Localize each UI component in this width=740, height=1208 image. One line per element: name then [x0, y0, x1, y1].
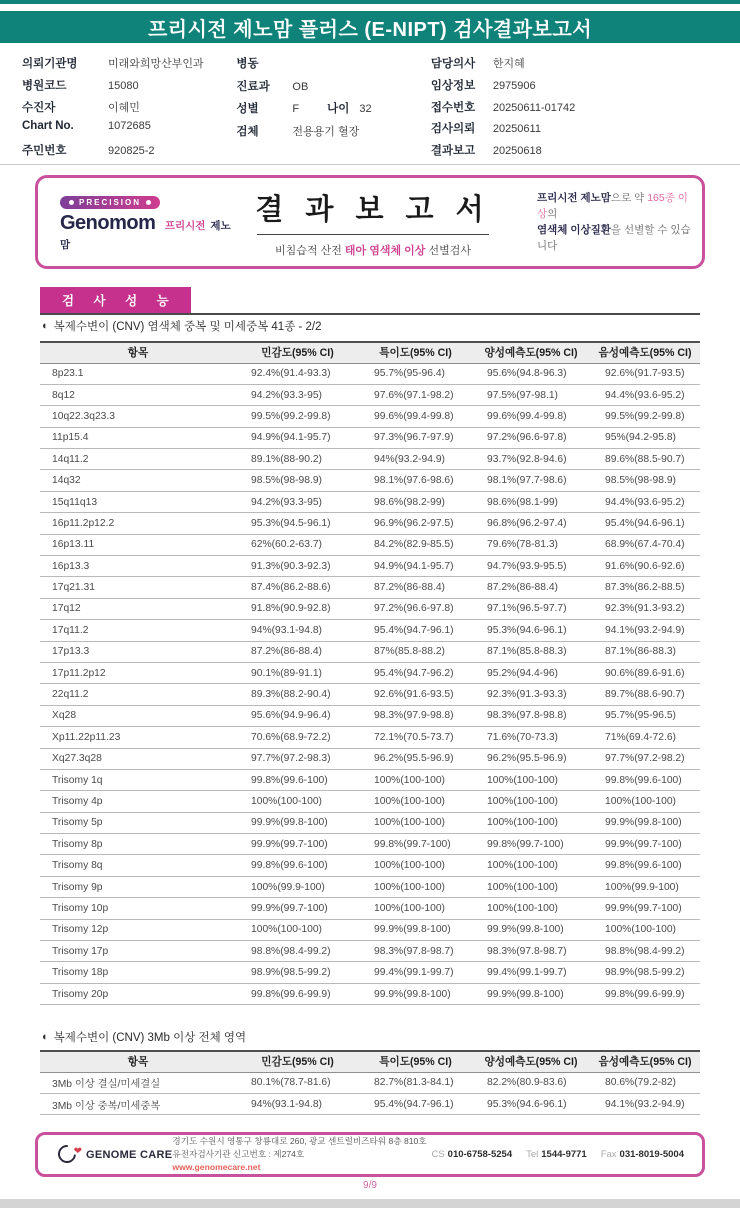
value-cell: 98.3%(97.8-98.7): [472, 941, 590, 962]
item-cell: 17p11.2p12: [40, 662, 236, 683]
value-cell: 99.9%(99.7-100): [236, 898, 359, 919]
footer-contacts: [431, 1149, 702, 1160]
value-cell: 100%(100-100): [359, 876, 472, 897]
value-cell: 98.8%(98.4-99.2): [236, 941, 359, 962]
value-cell: 89.1%(88-90.2): [236, 449, 359, 470]
value-cell: 97.7%(97.2-98.2): [590, 748, 700, 769]
item-cell: 22q11.2: [40, 684, 236, 705]
value-cell: 99.8%(99.6-100): [590, 855, 700, 876]
item-cell: 10q22.3q23.3: [40, 406, 236, 427]
value-cell: 87.1%(86-88.3): [590, 641, 700, 662]
value-cell: 99.9%(99.8-100): [590, 812, 700, 833]
item-cell: 16p13.3: [40, 556, 236, 577]
value-cell: 94%(93.1-94.8): [236, 1093, 359, 1114]
info-label: 수진자: [22, 101, 56, 114]
precision-badge: [60, 196, 160, 209]
value-cell: 98.9%(98.5-99.2): [590, 962, 700, 983]
item-cell: Xq27.3q28: [40, 748, 236, 769]
value-cell: 99.9%(99.8-100): [472, 983, 590, 1004]
page-number: 9/9: [363, 1180, 377, 1191]
value-cell: 91.8%(90.9-92.8): [236, 598, 359, 619]
value-cell: 97.2%(96.6-97.8): [359, 598, 472, 619]
banner-title-block: [233, 187, 513, 258]
value-cell: 94.4%(93.6-95.2): [590, 384, 700, 405]
footer-address-block: [172, 1135, 431, 1174]
value-cell: 95.6%(94.8-96.3): [472, 363, 590, 384]
patient-info-section: [0, 45, 740, 165]
info-value: 이혜민: [108, 101, 140, 114]
table-row: [40, 834, 700, 855]
item-cell: Xp11.22p11.23: [40, 727, 236, 748]
genomom-logo-subtext: 프리시전 제노맘: [60, 219, 231, 251]
info-value: 20250611-01742: [492, 101, 576, 114]
info-row: [236, 55, 430, 78]
value-cell: 91.6%(90.6-92.6): [590, 556, 700, 577]
value-cell: 87.4%(86.2-88.6): [236, 577, 359, 598]
table-row: [40, 363, 700, 384]
value-cell: 100%(100-100): [236, 919, 359, 940]
table-row: [40, 449, 700, 470]
table-row: [40, 769, 700, 790]
value-cell: 94.9%(94.1-95.7): [236, 427, 359, 448]
value-cell: 72.1%(70.5-73.7): [359, 727, 472, 748]
table-row: [40, 620, 700, 641]
value-cell: 95%(94.2-95.8): [590, 427, 700, 448]
table-row: [40, 855, 700, 876]
table-row: [40, 1093, 700, 1114]
table-row: [40, 748, 700, 769]
value-cell: 98.5%(98-98.9): [236, 470, 359, 491]
value-cell: 100%(100-100): [359, 791, 472, 812]
value-cell: 99.8%(99.7-100): [359, 834, 472, 855]
result-report-banner: [35, 175, 705, 269]
value-cell: 100%(100-100): [472, 812, 590, 833]
value-cell: 93.7%(92.8-94.6): [472, 449, 590, 470]
info-row: [22, 120, 236, 142]
value-cell: 97.1%(96.5-97.7): [472, 598, 590, 619]
column-header: 특이도(95% CI): [359, 1051, 472, 1072]
item-cell: 17q12: [40, 598, 236, 619]
table-row: [40, 705, 700, 726]
value-cell: 98.1%(97.6-98.6): [359, 470, 472, 491]
column-header: 민감도(95% CI): [236, 342, 359, 363]
item-cell: Trisomy 8q: [40, 855, 236, 876]
value-cell: 71.6%(70-73.3): [472, 727, 590, 748]
value-cell: 92.6%(91.7-93.5): [590, 363, 700, 384]
item-cell: 8p23.1: [40, 363, 236, 384]
value-cell: 100%(100-100): [472, 791, 590, 812]
table-row: [40, 941, 700, 962]
info-label: 접수번호: [430, 101, 476, 114]
item-cell: Trisomy 17p: [40, 941, 236, 962]
website-link[interactable]: www.genomecare.net: [172, 1162, 261, 1172]
value-cell: 99.5%(99.2-99.8): [590, 406, 700, 427]
value-cell: 87.2%(86-88.4): [359, 577, 472, 598]
column-header: 항목: [40, 342, 236, 363]
item-cell: Trisomy 4p: [40, 791, 236, 812]
half-circle-icon: ◐: [42, 320, 49, 332]
genome-care-logo-text: GENOME CARE: [86, 1148, 173, 1161]
value-cell: 87%(85.8-88.2): [359, 641, 472, 662]
item-cell: Trisomy 8p: [40, 834, 236, 855]
value-cell: 87.3%(86.2-88.5): [590, 577, 700, 598]
address-line-2: 유전자검사기관 신고번호 : 제274호: [172, 1149, 305, 1159]
info-value: 20250618: [492, 145, 542, 158]
table-row: [40, 534, 700, 555]
value-cell: 95.3%(94.6-96.1): [472, 1093, 590, 1114]
table-row: [40, 1072, 700, 1093]
banner-subtitle: 비침습적 산전 태아 염색체 이상 선별검사: [275, 244, 471, 257]
value-cell: 99.9%(99.8-100): [472, 919, 590, 940]
value-cell: 97.5%(97-98.1): [472, 384, 590, 405]
value-cell: 90.1%(89-91.1): [236, 662, 359, 683]
value-cell: 99.6%(99.4-99.8): [359, 406, 472, 427]
test-performance-section-header: [40, 287, 700, 315]
badge-dot-icon: [146, 200, 151, 205]
value-cell: 99.9%(99.7-100): [236, 834, 359, 855]
value-cell: 98.3%(97.8-98.7): [359, 941, 472, 962]
value-cell: 100%(100-100): [472, 855, 590, 876]
info-row: [431, 142, 720, 164]
value-cell: 87.2%(86-88.4): [236, 641, 359, 662]
table-row: [40, 598, 700, 619]
info-label: 성별: [236, 103, 259, 115]
value-cell: 96.9%(96.2-97.5): [359, 513, 472, 534]
value-cell: 100%(100-100): [359, 898, 472, 919]
value-cell: 91.3%(90.3-92.3): [236, 556, 359, 577]
table-row: [40, 406, 700, 427]
info-row: [236, 123, 430, 146]
value-cell: 94.4%(93.6-95.2): [590, 491, 700, 512]
value-cell: 98.1%(97.7-98.6): [472, 470, 590, 491]
item-cell: 16p11.2p12.2: [40, 513, 236, 534]
page-title: 프리시전 제노맘 플러스 (E-NIPT) 검사결과보고서: [147, 18, 593, 41]
value-cell: 87.1%(85.8-88.3): [472, 641, 590, 662]
value-cell: 82.2%(80.9-83.6): [472, 1072, 590, 1093]
value-cell: 100%(99.9-100): [590, 876, 700, 897]
genome-care-logo-icon: [58, 1145, 80, 1165]
info-row: [431, 120, 720, 142]
table-row: [40, 662, 700, 683]
info-row: [22, 77, 236, 99]
value-cell: 98.6%(98.2-99): [359, 491, 472, 512]
subsection-cnv-duplication: [42, 318, 322, 334]
value-cell: 97.6%(97.1-98.2): [359, 384, 472, 405]
item-cell: Trisomy 12p: [40, 919, 236, 940]
value-cell: 70.6%(68.9-72.2): [236, 727, 359, 748]
info-label: 검체: [236, 125, 259, 138]
value-cell: 98.8%(98.4-99.2): [590, 941, 700, 962]
info-label: 검사의뢰: [430, 123, 476, 136]
column-header: 특이도(95% CI): [359, 342, 472, 363]
info-label: 담당의사: [430, 58, 476, 70]
value-cell: 100%(100-100): [472, 769, 590, 790]
info-value: 32: [359, 103, 372, 115]
value-cell: 99.9%(99.8-100): [359, 983, 472, 1004]
value-cell: 99.8%(99.6-100): [590, 769, 700, 790]
value-cell: 100%(100-100): [236, 791, 359, 812]
table-row: [40, 384, 700, 405]
table-row: [40, 641, 700, 662]
info-row: [236, 100, 430, 123]
table-row: [40, 983, 700, 1004]
value-cell: 89.3%(88.2-90.4): [236, 684, 359, 705]
value-cell: 90.6%(89.6-91.6): [590, 662, 700, 683]
top-accent-strip: [0, 0, 740, 4]
value-cell: 89.6%(88.5-90.7): [590, 449, 700, 470]
value-cell: 99.8%(99.6-100): [236, 769, 359, 790]
value-cell: 99.5%(99.2-99.8): [236, 406, 359, 427]
item-cell: 8q12: [40, 384, 236, 405]
value-cell: 94.1%(93.2-94.9): [590, 620, 700, 641]
value-cell: 94.2%(93.3-95): [236, 384, 359, 405]
table-header-row: [40, 1051, 700, 1072]
value-cell: 97.2%(96.6-97.8): [472, 427, 590, 448]
info-label: 주민번호: [22, 145, 67, 158]
subsection-1-label: 복제수변이 (CNV) 염색체 중복 및 미세중복 41종 - 2/2: [53, 321, 322, 333]
cnv-performance-table: [40, 341, 700, 1005]
value-cell: 95.3%(94.6-96.1): [472, 620, 590, 641]
table-row: [40, 791, 700, 812]
precision-badge-label: PRECISION: [79, 197, 142, 207]
value-cell: 99.8%(99.6-99.9): [236, 983, 359, 1004]
info-label: 의뢰기관명: [22, 58, 78, 70]
value-cell: 92.3%(91.3-93.3): [472, 684, 590, 705]
value-cell: 71%(69.4-72.6): [590, 727, 700, 748]
value-cell: 84.2%(82.9-85.5): [359, 534, 472, 555]
info-value: OB: [292, 80, 309, 93]
genome-care-logo: [38, 1145, 172, 1165]
column-header: 항목: [40, 1051, 236, 1072]
info-label: 결과보고: [430, 145, 476, 158]
value-cell: 99.9%(99.7-100): [590, 898, 700, 919]
value-cell: 62%(60.2-63.7): [236, 534, 359, 555]
value-cell: 98.5%(98-98.9): [590, 470, 700, 491]
item-cell: 17q21.31: [40, 577, 236, 598]
fax-contact: Fax 031-8019-5004: [600, 1149, 684, 1160]
value-cell: 80.6%(79.2-82): [590, 1072, 700, 1093]
info-label: 나이: [327, 103, 350, 115]
info-row: [22, 99, 236, 121]
value-cell: 79.6%(78-81.3): [472, 534, 590, 555]
banner-underline: [257, 234, 489, 235]
table-row: [40, 962, 700, 983]
subsection-2-label: 복제수변이 (CNV) 3Mb 이상 전체 영역: [53, 1032, 247, 1044]
value-cell: 98.6%(98.1-99): [472, 491, 590, 512]
item-cell: 3Mb 이상 결실/미세결실: [40, 1072, 236, 1093]
info-value: 15080: [108, 79, 139, 92]
item-cell: Trisomy 1q: [40, 769, 236, 790]
patient-info-column-1: [22, 55, 236, 164]
info-value: 1072685: [108, 120, 151, 133]
value-cell: 95.4%(94.7-96.2): [359, 662, 472, 683]
info-row: [22, 142, 236, 164]
column-header: 양성예측도(95% CI): [472, 1051, 590, 1072]
value-cell: 80.1%(78.7-81.6): [236, 1072, 359, 1093]
value-cell: 95.7%(95-96.4): [359, 363, 472, 384]
item-cell: 15q11q13: [40, 491, 236, 512]
info-label: Chart No.: [22, 120, 74, 133]
value-cell: 99.8%(99.6-100): [236, 855, 359, 876]
info-label: 병원코드: [22, 79, 67, 92]
value-cell: 96.8%(96.2-97.4): [472, 513, 590, 534]
column-header: 음성예측도(95% CI): [590, 342, 700, 363]
value-cell: 100%(99.9-100): [236, 876, 359, 897]
value-cell: 96.2%(95.5-96.9): [359, 748, 472, 769]
table-row: [40, 470, 700, 491]
footer-box: [35, 1132, 705, 1177]
table-row: [40, 684, 700, 705]
banner-title: 결 과 보 고 서: [255, 193, 491, 226]
value-cell: 99.8%(99.6-99.9): [590, 983, 700, 1004]
info-value: 2975906: [492, 79, 536, 92]
heart-icon: ❤: [73, 1145, 82, 1157]
genomom-logo-text: Genomom: [60, 211, 156, 234]
column-header: 양성예측도(95% CI): [472, 342, 590, 363]
item-cell: 14q32: [40, 470, 236, 491]
patient-info-column-2: [236, 55, 430, 164]
value-cell: 87.2%(86-88.4): [472, 577, 590, 598]
banner-description: 프리시전 제노맘으로 약 165종 이상의 염색체 이상질환을 선별할 수 있습니다: [537, 192, 691, 252]
value-cell: 96.2%(95.5-96.9): [472, 748, 590, 769]
subsection-cnv-3mb: [42, 1029, 246, 1045]
bottom-gray-strip: [0, 1199, 740, 1208]
value-cell: 100%(100-100): [359, 769, 472, 790]
table-row: [40, 898, 700, 919]
item-cell: Trisomy 5p: [40, 812, 236, 833]
value-cell: 98.3%(97.8-98.8): [472, 705, 590, 726]
value-cell: 94%(93.1-94.8): [236, 620, 359, 641]
value-cell: 92.3%(91.3-93.2): [590, 598, 700, 619]
item-cell: 16p13.11: [40, 534, 236, 555]
value-cell: 97.3%(96.7-97.9): [359, 427, 472, 448]
table-row: [40, 491, 700, 512]
value-cell: 92.6%(91.6-93.5): [359, 684, 472, 705]
value-cell: 94%(93.2-94.9): [359, 449, 472, 470]
value-cell: 99.9%(99.8-100): [236, 812, 359, 833]
value-cell: 100%(100-100): [359, 855, 472, 876]
genomom-logo-block: [38, 192, 233, 253]
table-row: [40, 919, 700, 940]
info-value: 한지혜: [492, 58, 525, 70]
info-row: [431, 77, 720, 99]
value-cell: 95.4%(94.7-96.1): [359, 1093, 472, 1114]
info-value: 전용용기 혈장: [292, 125, 360, 138]
section-badge: 검 사 성 능: [40, 287, 191, 313]
value-cell: 97.7%(97.2-98.3): [236, 748, 359, 769]
item-cell: Trisomy 10p: [40, 898, 236, 919]
half-circle-icon: ◐: [42, 1031, 49, 1043]
value-cell: 99.6%(99.4-99.8): [472, 406, 590, 427]
value-cell: 95.3%(94.5-96.1): [236, 513, 359, 534]
table-row: [40, 876, 700, 897]
cs-contact: CS 010-6758-5254: [431, 1149, 513, 1160]
value-cell: 94.1%(93.2-94.9): [590, 1093, 700, 1114]
genomom-logo: [60, 212, 233, 253]
value-cell: 100%(100-100): [590, 791, 700, 812]
column-header: 민감도(95% CI): [236, 1051, 359, 1072]
value-cell: 92.4%(91.4-93.3): [236, 363, 359, 384]
info-label: 진료과: [236, 80, 270, 93]
value-cell: 98.9%(98.5-99.2): [236, 962, 359, 983]
info-row: [22, 55, 236, 77]
value-cell: 100%(100-100): [472, 898, 590, 919]
value-cell: 95.4%(94.7-96.1): [359, 620, 472, 641]
value-cell: 99.4%(99.1-99.7): [472, 962, 590, 983]
table-row: [40, 556, 700, 577]
table-row: [40, 812, 700, 833]
info-value: 미래와희망산부인과: [108, 58, 204, 70]
table-row: [40, 727, 700, 748]
info-row: [236, 78, 430, 101]
value-cell: 94.7%(93.9-95.5): [472, 556, 590, 577]
table-row: [40, 427, 700, 448]
info-label: 임상정보: [430, 79, 476, 92]
table-row: [40, 577, 700, 598]
value-cell: 99.9%(99.7-100): [590, 834, 700, 855]
cnv-3mb-performance-table: [40, 1050, 700, 1115]
value-cell: 89.7%(88.6-90.7): [590, 684, 700, 705]
info-row: [431, 55, 720, 77]
value-cell: 99.8%(99.7-100): [472, 834, 590, 855]
info-value: 20250611: [492, 123, 541, 136]
item-cell: Xq28: [40, 705, 236, 726]
item-cell: 17p13.3: [40, 641, 236, 662]
patient-info-column-3: [431, 55, 720, 164]
value-cell: 95.4%(94.6-96.1): [590, 513, 700, 534]
column-header: 음성예측도(95% CI): [590, 1051, 700, 1072]
item-cell: Trisomy 18p: [40, 962, 236, 983]
item-cell: 14q11.2: [40, 449, 236, 470]
value-cell: 95.2%(94.4-96): [472, 662, 590, 683]
value-cell: 82.7%(81.3-84.1): [359, 1072, 472, 1093]
info-value: F: [292, 103, 300, 115]
value-cell: 100%(100-100): [590, 919, 700, 940]
info-value: 920825-2: [108, 145, 155, 158]
address-line-1: 경기도 수원시 영통구 창룡대로 260, 광교 센트럴비즈타워 8층 810호: [172, 1136, 427, 1146]
value-cell: 100%(100-100): [359, 812, 472, 833]
tel-contact: Tel 1544-9771: [526, 1149, 587, 1160]
item-cell: 17q11.2: [40, 620, 236, 641]
value-cell: 99.4%(99.1-99.7): [359, 962, 472, 983]
value-cell: 99.9%(99.8-100): [359, 919, 472, 940]
value-cell: 68.9%(67.4-70.4): [590, 534, 700, 555]
table-header-row: [40, 342, 700, 363]
table-row: [40, 513, 700, 534]
item-cell: Trisomy 20p: [40, 983, 236, 1004]
value-cell: 95.7%(95-96.5): [590, 705, 700, 726]
value-cell: 98.3%(97.9-98.8): [359, 705, 472, 726]
item-cell: Trisomy 9p: [40, 876, 236, 897]
value-cell: 95.6%(94.9-96.4): [236, 705, 359, 726]
value-cell: 94.9%(94.1-95.7): [359, 556, 472, 577]
report-title-bar: [0, 11, 740, 43]
value-cell: 100%(100-100): [472, 876, 590, 897]
info-label: 병동: [236, 58, 259, 70]
item-cell: 3Mb 이상 중복/미세중복: [40, 1093, 236, 1114]
item-cell: 11p15.4: [40, 427, 236, 448]
value-cell: 94.2%(93.3-95): [236, 491, 359, 512]
badge-dot-icon: [69, 200, 74, 205]
info-row: [431, 99, 720, 121]
